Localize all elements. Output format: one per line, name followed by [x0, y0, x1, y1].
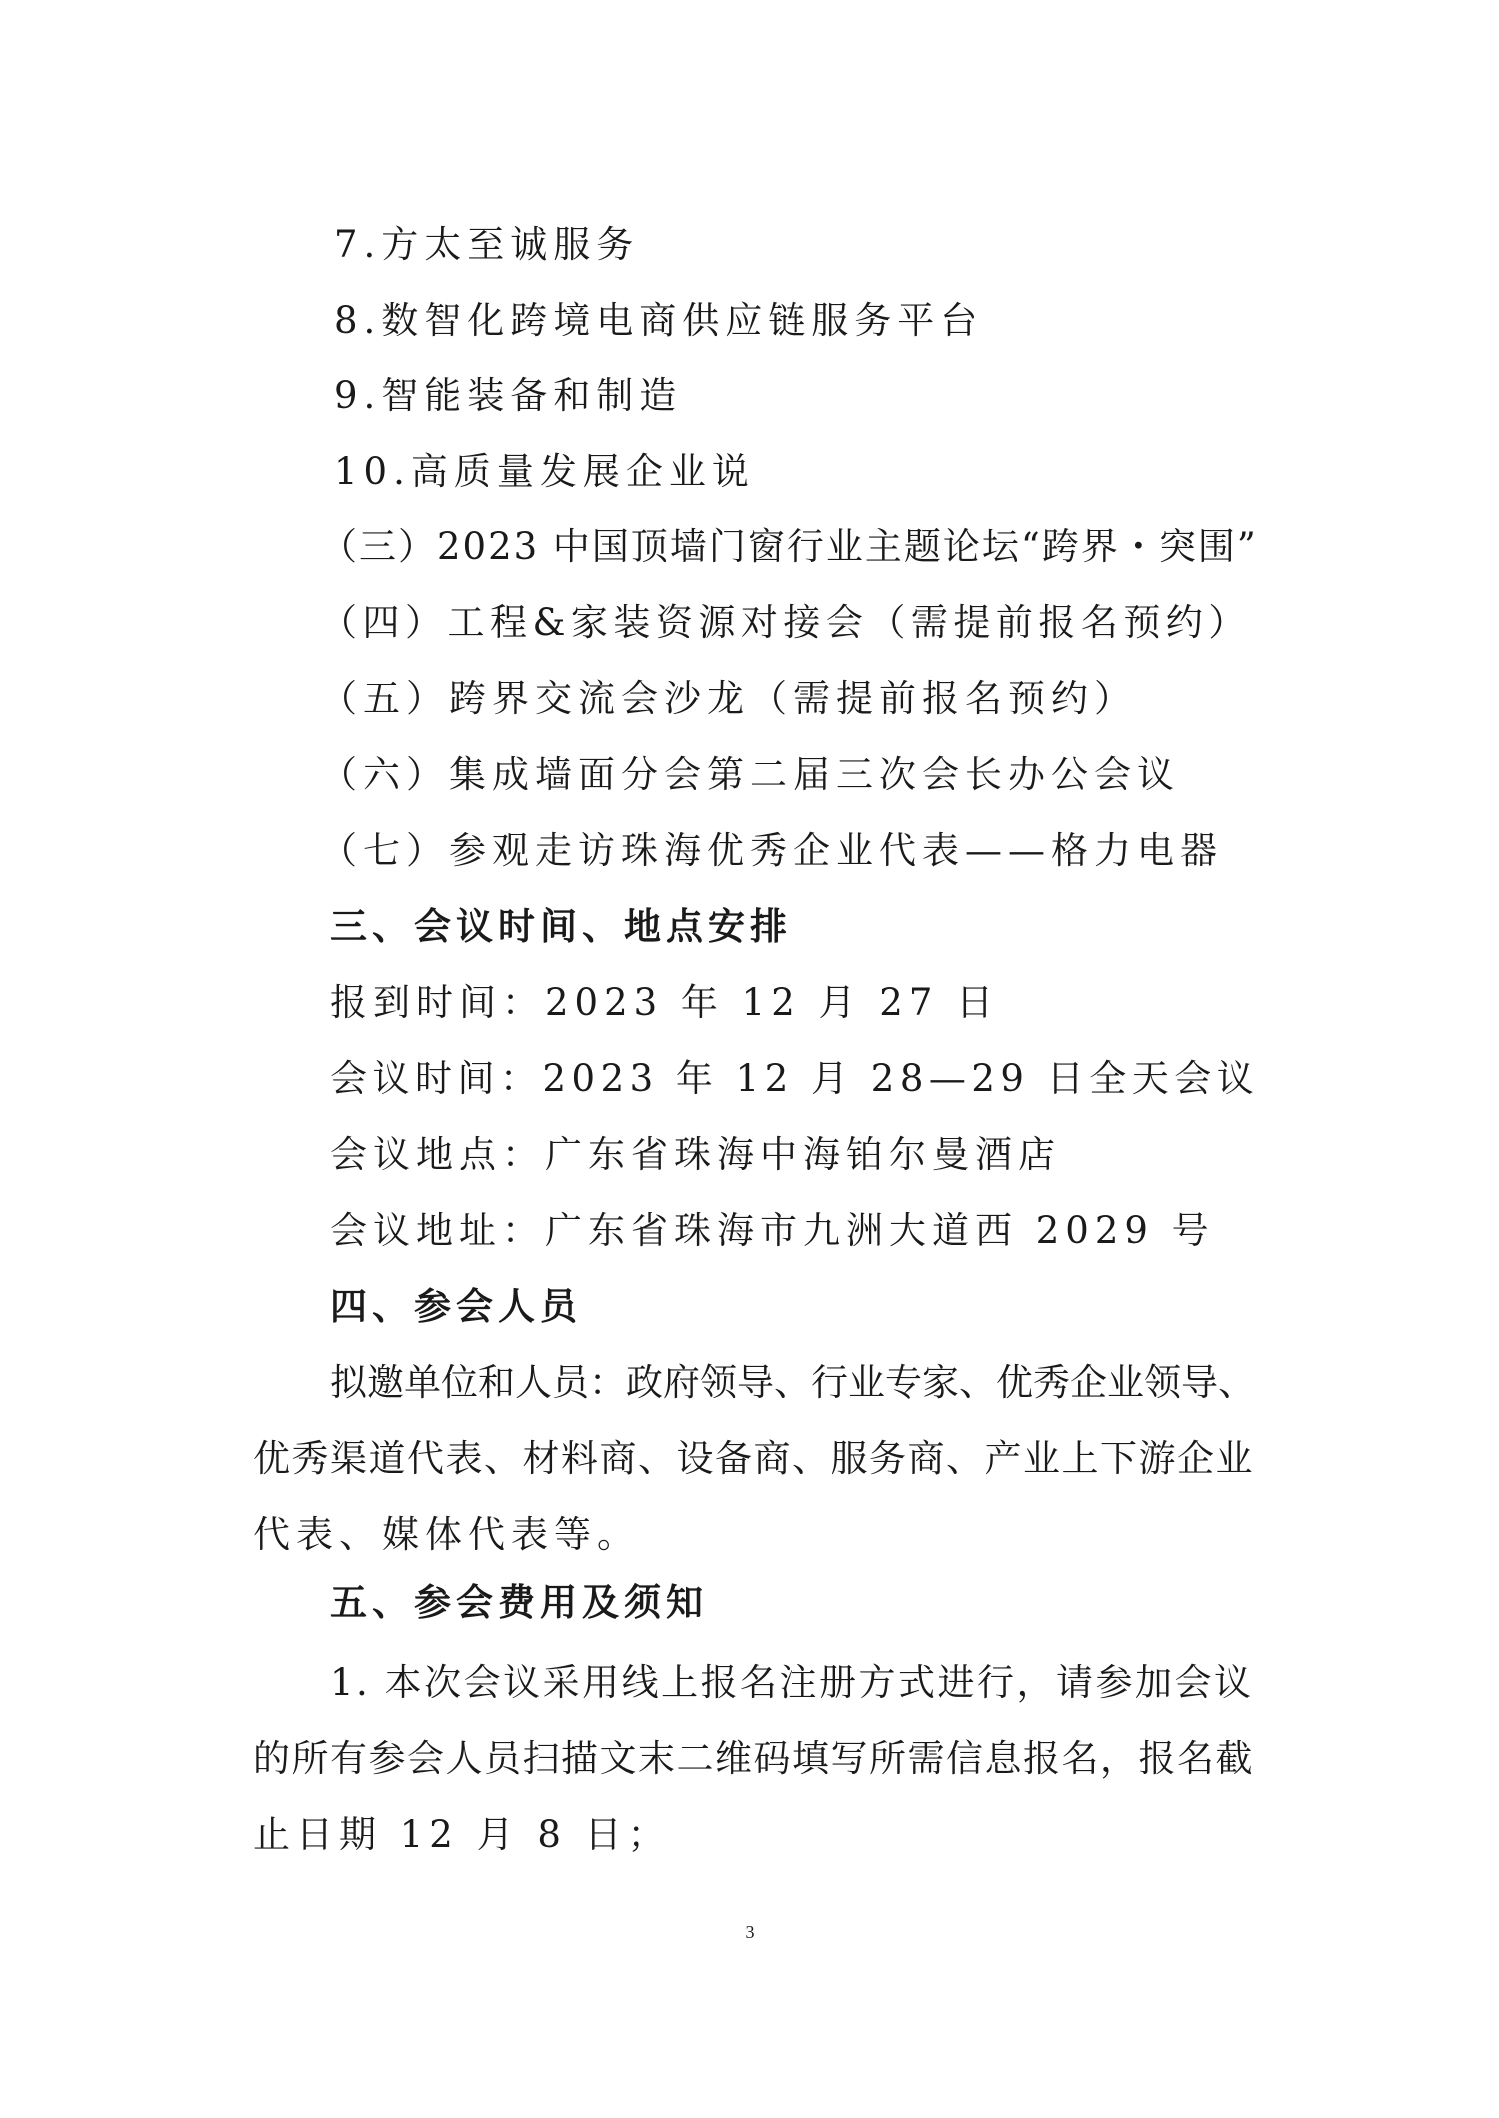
section-heading: 三、会议时间、地点安排: [330, 905, 792, 948]
section-heading: 五、参会费用及须知: [330, 1581, 708, 1624]
info-line: 会议地点：广东省珠海中海铂尔曼酒店: [330, 1133, 1061, 1176]
paragraph-line: 1. 本次会议采用线上报名注册方式进行，请参加会议: [330, 1661, 1254, 1704]
list-item: 7.方太至诚服务: [334, 223, 640, 266]
sub-section-title: （七）参观走访珠海优秀企业代表——格力电器: [320, 829, 1223, 872]
list-item: 10.高质量发展企业说: [334, 450, 755, 493]
page-number: 3: [745, 1922, 755, 1942]
sub-section-title: （四）工程&家装资源对接会（需提前报名预约）: [320, 601, 1251, 644]
sub-section-title: （三）2023 中国顶墙门窗行业主题论坛“跨界・突围”: [320, 525, 1258, 568]
section-heading: 四、参会人员: [330, 1285, 582, 1328]
list-item: 8.数智化跨境电商供应链服务平台: [334, 299, 984, 342]
paragraph-line: 的所有参会人员扫描文末二维码填写所需信息报名，报名截: [253, 1737, 1254, 1780]
paragraph-line: 优秀渠道代表、材料商、设备商、服务商、产业上下游企业: [253, 1437, 1254, 1480]
sub-section-title: （五）跨界交流会沙龙（需提前报名预约）: [320, 677, 1137, 720]
paragraph-line: 代表、媒体代表等。: [253, 1513, 640, 1556]
paragraph-line: 止日期 12 月 8 日；: [253, 1813, 671, 1856]
info-line: 报到时间：2023 年 12 月 27 日: [330, 981, 1000, 1024]
info-line: 会议时间：2023 年 12 月 28—29 日全天会议: [330, 1057, 1260, 1100]
info-line: 会议地址：广东省珠海市九洲大道西 2029 号: [330, 1209, 1215, 1252]
list-item: 9.智能装备和制造: [334, 374, 683, 417]
paragraph-line: 拟邀单位和人员：政府领导、行业专家、优秀企业领导、: [330, 1361, 1255, 1404]
sub-section-title: （六）集成墙面分会第二届三次会长办公会议: [320, 753, 1180, 796]
